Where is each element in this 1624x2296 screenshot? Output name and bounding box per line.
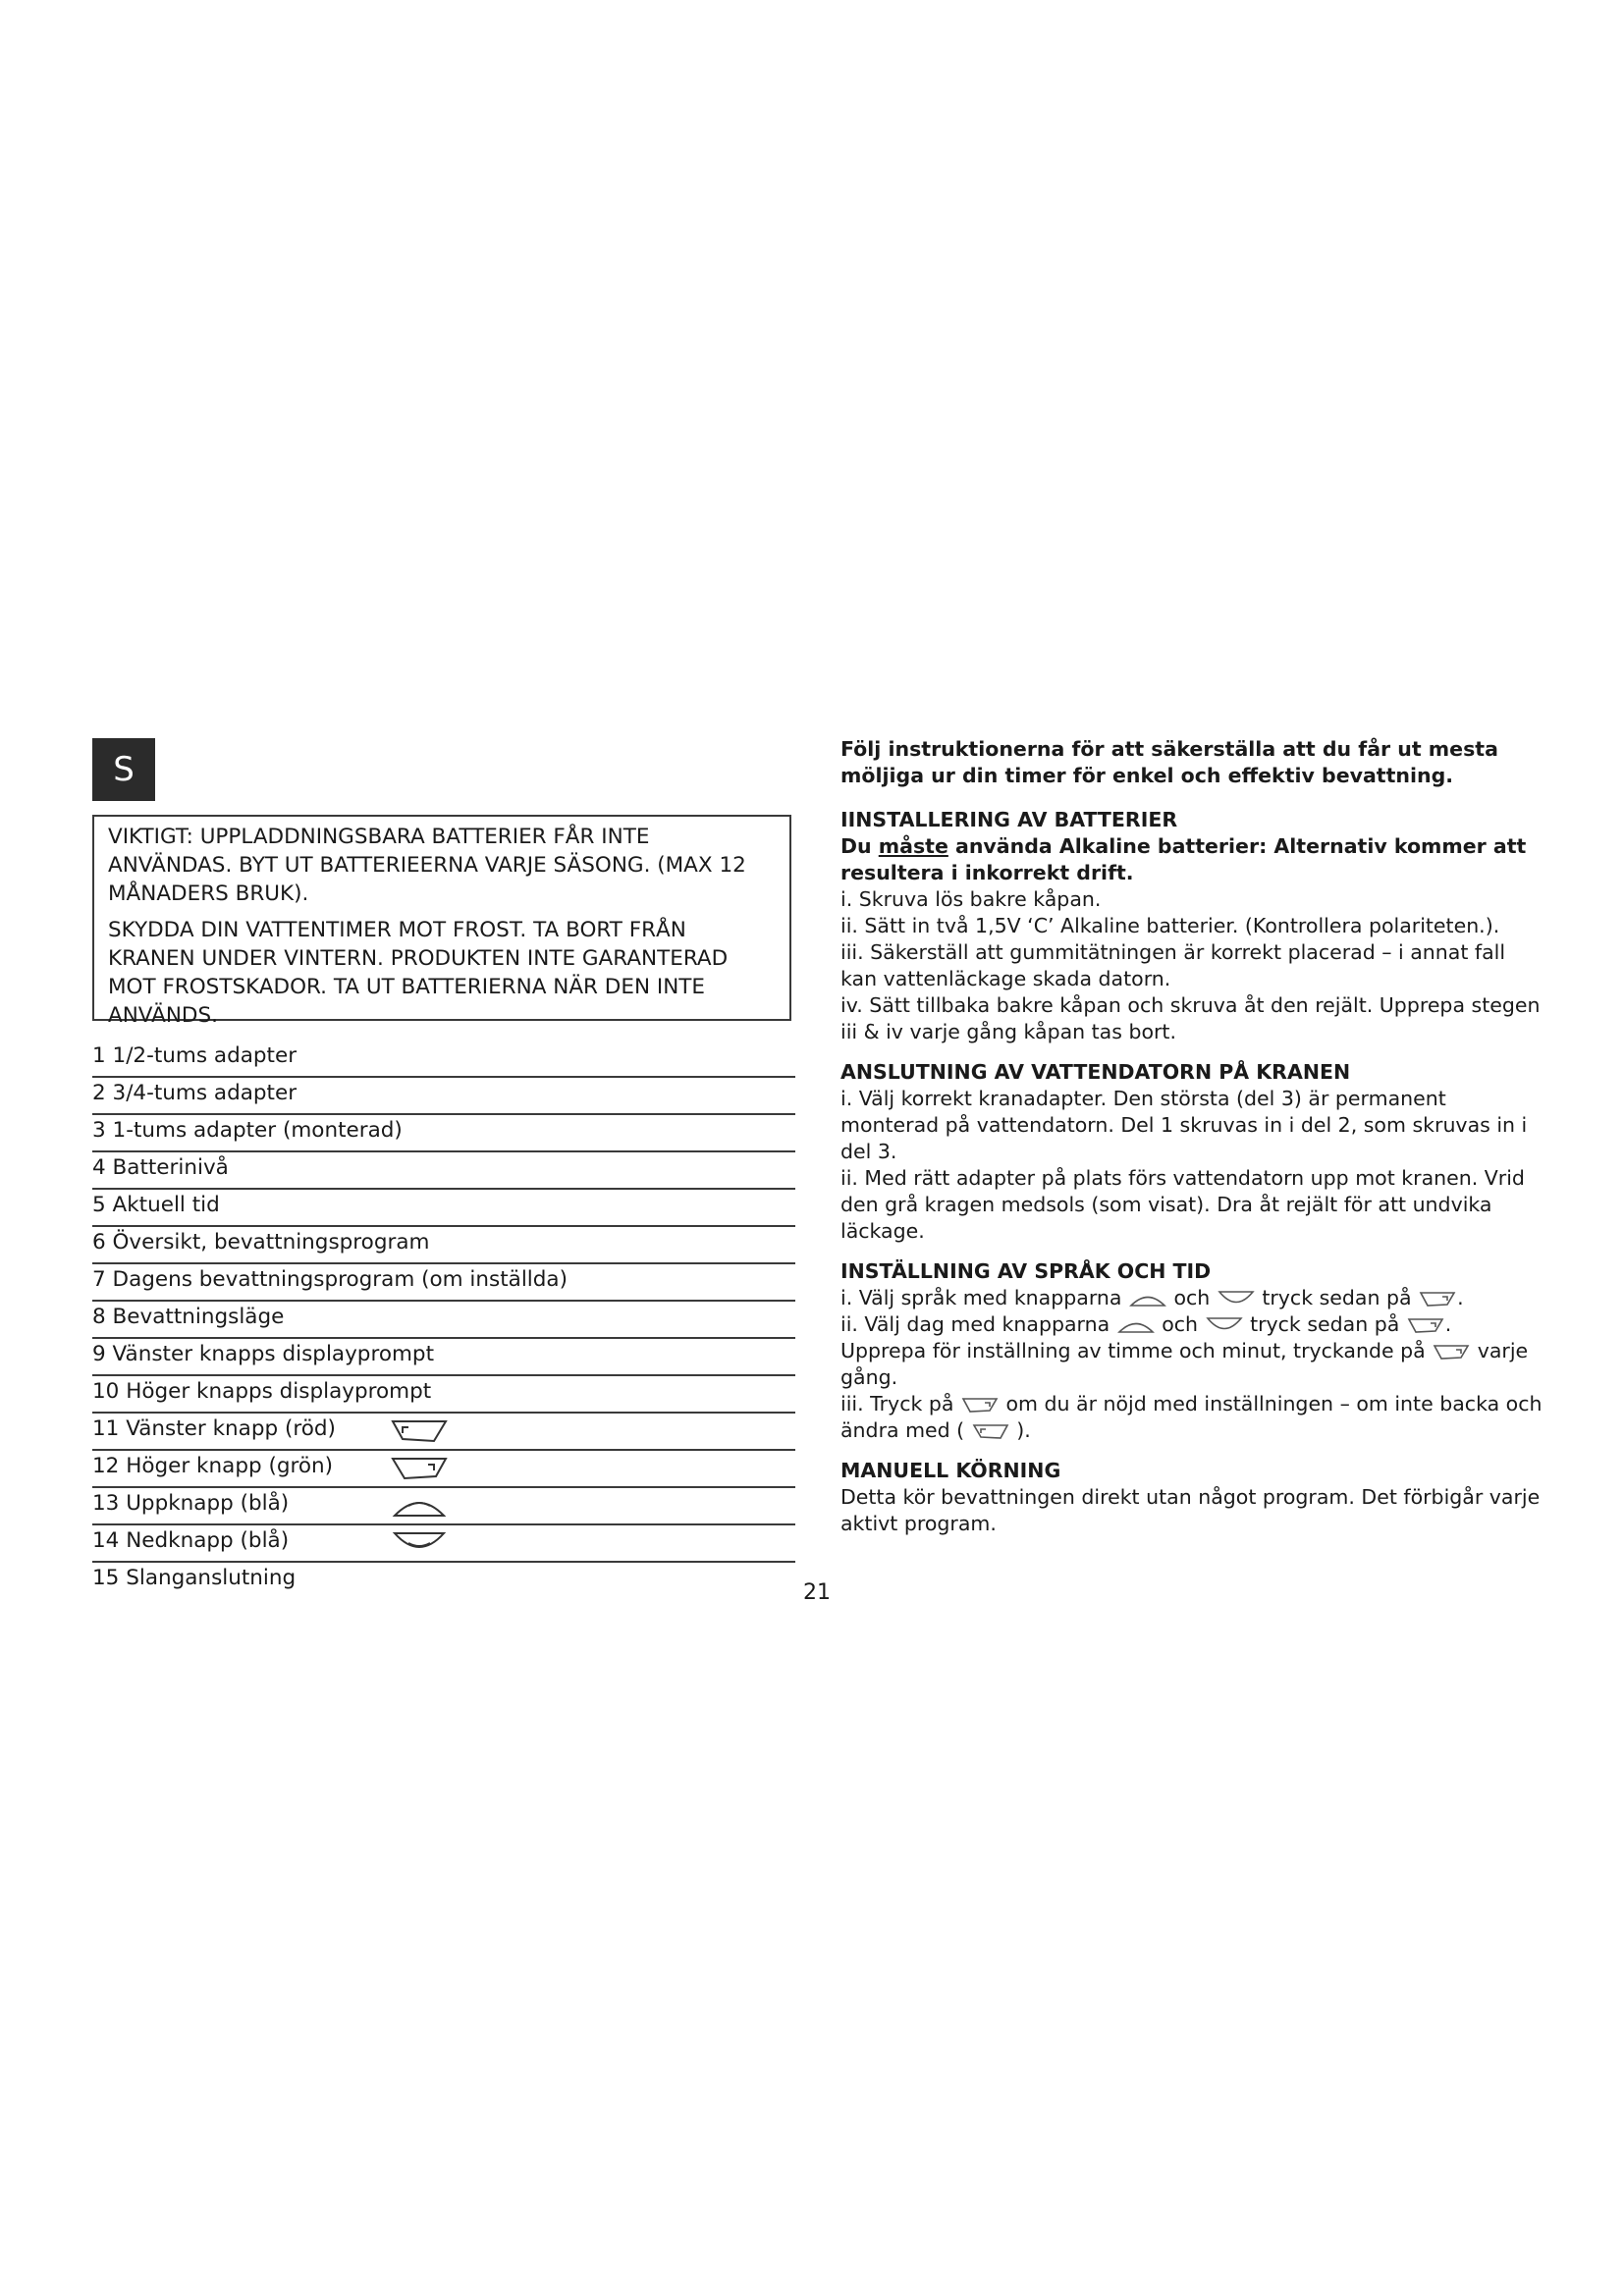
- part-item: 1 1/2-tums adapter: [92, 1041, 795, 1078]
- part-item: 13 Uppknapp (blå): [92, 1488, 795, 1525]
- right-button-icon: [1418, 1289, 1457, 1308]
- down-button-icon: [389, 1527, 450, 1557]
- batteries-heading: IINSTALLERING AV BATTERIER: [840, 808, 1178, 831]
- parts-list: [92, 1041, 795, 1598]
- settings-heading: INSTÄLLNING AV SPRÅK OCH TID: [840, 1259, 1212, 1283]
- intro-text: Följ instruktionerna för att säkerställa att du får ut mesta möljiga ur din timer för enkel och effektiv bevattning.: [840, 737, 1498, 787]
- left-button-icon: [971, 1421, 1010, 1441]
- connection-step-i: i. Välj korrekt kranadapter. Den största (del 3) är permanent monterad på vattendatorn. Del 1 skruvas in i del 2, som skruvas in i del 3.: [840, 1087, 1528, 1163]
- up-button-icon: [1116, 1315, 1156, 1335]
- up-button-icon: [1128, 1289, 1167, 1308]
- part-item: 8 Bevattningsläge: [92, 1302, 795, 1339]
- right-button-icon: [960, 1395, 1000, 1415]
- down-button-icon: [1205, 1315, 1244, 1335]
- part-item: 9 Vänster knapps displayprompt: [92, 1339, 795, 1376]
- part-item: 10 Höger knapps displayprompt: [92, 1376, 795, 1414]
- part-item: 2 3/4-tums adapter: [92, 1078, 795, 1115]
- part-item: 7 Dagens bevattningsprogram (om inställda): [92, 1264, 795, 1302]
- warning-frost: SKYDDA DIN VATTENTIMER MOT FROST. TA BORT FRÅN KRANEN UNDER VINTERN. PRODUKTEN INTE GARANTERAD MOT FROSTSKADOR. TA UT BATTERIERNA NÄR DEN INTE ANVÄNDS.: [108, 918, 729, 1028]
- connection-step-ii: ii. Med rätt adapter på plats förs vattendatorn upp mot kranen. Vrid den grå kragen medsols (som visat). Dra åt rejält för att undvika läckage.: [840, 1166, 1525, 1243]
- batteries-step-ii: ii. Sätt in två 1,5V ‘C’ Alkaline batterier. (Kontrollera polariteten.).: [840, 914, 1500, 937]
- part-item: 5 Aktuell tid: [92, 1190, 795, 1227]
- batteries-step-i: i. Skruva lös bakre kåpan.: [840, 887, 1102, 911]
- right-button-icon: [1432, 1342, 1471, 1362]
- batteries-step-iv: iv. Sätt tillbaka bakre kåpan och skruva åt den rejält. Upprepa stegen iii & iv varje gång kåpan tas bort.: [840, 993, 1541, 1043]
- part-item: 6 Översikt, bevattningsprogram: [92, 1227, 795, 1264]
- settings-step-ii: ii. Välj dag med knapparna och tryck sedan på .: [840, 1312, 1452, 1336]
- warning-batteries: VIKTIGT: UPPLADDNINGSBARA BATTERIER FÅR INTE ANVÄNDAS. BYT UT BATTERIEERNA VARJE SÄSONG. (MAX 12 MÅNADERS BRUK).: [108, 825, 746, 906]
- language-badge: S: [92, 738, 155, 801]
- part-item: 3 1-tums adapter (monterad): [92, 1115, 795, 1152]
- right-button-icon: [389, 1453, 450, 1482]
- part-item: 4 Batterinivå: [92, 1152, 795, 1190]
- part-item: 14 Nedknapp (blå): [92, 1525, 795, 1563]
- part-item: 11 Vänster knapp (röd): [92, 1414, 795, 1451]
- batteries-warning: Du måste använda Alkaline batterier: Alternativ kommer att resultera i inkorrekt drift.: [840, 834, 1527, 884]
- batteries-step-iii: iii. Säkerställ att gummitätningen är korrekt placerad – i annat fall kan vattenläckage skada datorn.: [840, 940, 1506, 990]
- manual-heading: MANUELL KÖRNING: [840, 1459, 1061, 1482]
- warning-box: [92, 815, 791, 1028]
- manual-text: Detta kör bevattningen direkt utan något program. Det förbigår varje aktivt program.: [840, 1485, 1541, 1535]
- settings-step-i: i. Välj språk med knapparna och tryck sedan på .: [840, 1286, 1464, 1309]
- connection-heading: ANSLUTNING AV VATTENDATORN PÅ KRANEN: [840, 1060, 1351, 1084]
- left-button-icon: [389, 1415, 450, 1445]
- part-item: 15 Slanganslutning: [92, 1566, 297, 1590]
- settings-step-iii: iii. Tryck på om du är nöjd med inställningen – om inte backa och ändra med ( ).: [840, 1392, 1543, 1442]
- down-button-icon: [1217, 1289, 1256, 1308]
- right-button-icon: [1406, 1315, 1445, 1335]
- instructions-column: [840, 736, 1547, 1537]
- settings-repeat: Upprepa för inställning av timme och minut, tryckande på varje gång.: [840, 1339, 1529, 1389]
- page-number: 21: [803, 1580, 831, 1605]
- part-item: 12 Höger knapp (grön): [92, 1451, 795, 1488]
- up-button-icon: [389, 1490, 450, 1520]
